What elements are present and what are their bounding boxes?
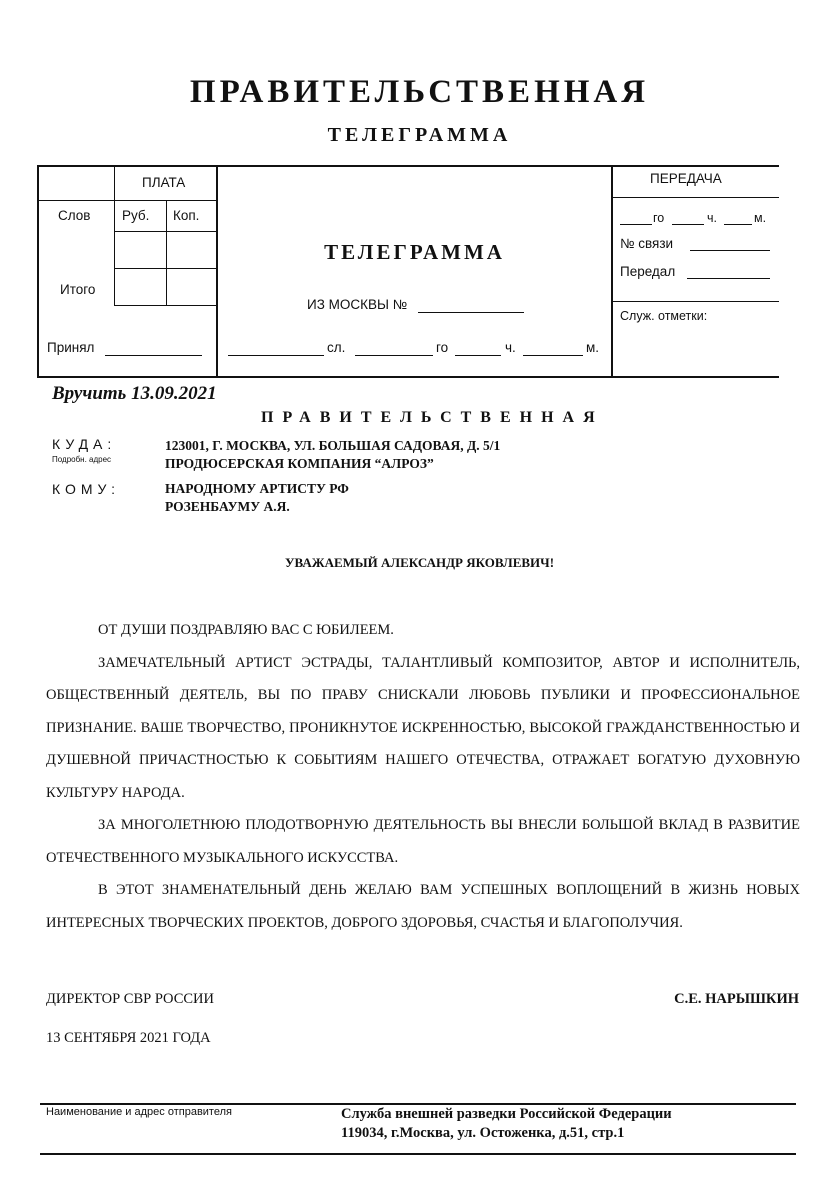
transfer-go: го (653, 211, 665, 225)
transfer-header: ПЕРЕДАЧА (650, 171, 722, 186)
ch-label: ч. (505, 340, 516, 355)
page-subtitle: ТЕЛЕГРАММА (327, 124, 512, 146)
letter-body (46, 614, 800, 939)
m-label: м. (586, 340, 600, 355)
recipient-line-2: РОЗЕНБАУМУ А.Я. (165, 499, 290, 514)
transfer-m: м. (754, 211, 767, 225)
page-title: ПРАВИТЕЛЬСТВЕННАЯ (189, 74, 650, 110)
kop-label: Коп. (173, 208, 200, 223)
total-label: Итого (60, 282, 96, 297)
paragraph: В ЭТОТ ЗНАМЕНАТЕЛЬНЫЙ ДЕНЬ ЖЕЛАЮ ВАМ УСПЕШНЫХ ВОПЛОЩЕНИЙ В ЖИЗНЬ НОВЫХ ИНТЕРЕСНЫХ ТВОРЧЕСКИХ ПРОЕКТОВ, ДОБРОГО ЗДОРОВЬЯ, СЧАСТЬЯ И БЛАГОПОЛУЧИЯ. (46, 882, 800, 931)
service-notes-label: Служ. отметки: (620, 309, 708, 323)
words-label: Слов (58, 208, 91, 223)
signer-position: ДИРЕКТОР СВР РОССИИ (46, 991, 214, 1007)
go-label: го (436, 340, 449, 355)
link-label: № связи (620, 236, 674, 251)
where-label: КУДА: (52, 436, 117, 452)
sender-line-2: 119034, г.Москва, ул. Остоженка, д.51, стр.1 (341, 1125, 625, 1141)
category-label: ПРАВИТЕЛЬСТВЕННАЯ (261, 409, 604, 426)
paragraph: ОТ ДУШИ ПОЗДРАВЛЯЮ ВАС С ЮБИЛЕЕМ. (98, 622, 394, 638)
received-label: Принял (47, 340, 95, 355)
transmitted-label: Передал (620, 264, 676, 279)
paragraph: ЗАМЕЧАТЕЛЬНЫЙ АРТИСТ ЭСТРАДЫ, ТАЛАНТЛИВЫЙ КОМПОЗИТОР, АВТОР И ИСПОЛНИТЕЛЬ, ОБЩЕСТВЕННЫЙ ДЕЯТЕЛЬ, ВЫ ПО ПРАВУ СНИСКАЛИ ЛЮБОВЬ ПУБЛИКИ И ПРОФЕССИОНАЛЬНОЕ ПРИЗНАНИЕ. ВАШЕ ТВОРЧЕСТВО, ПРОНИКНУТОЕ ИСКРЕННОСТЬЮ, ВЫСОКОЙ ГРАЖДАНСТВЕННОСТЬЮ И ДУШЕВНОЙ ПРИЧАСТНОСТЬЮ К СОБЫТИЯМ НАШЕГО ОТЕЧЕСТВА, ОТРАЖАЕТ БОГАТУЮ ДУХОВНУЮ КУЛЬТУРУ НАРОДА. (46, 654, 800, 801)
letter-date: 13 СЕНТЯБРЯ 2021 ГОДА (46, 1030, 211, 1046)
payment-header: ПЛАТА (142, 175, 186, 190)
sl-label: сл. (327, 340, 346, 355)
sender-label: Наименование и адрес отправителя (46, 1106, 232, 1118)
from-moscow-label: ИЗ МОСКВЫ № (307, 297, 408, 312)
deliver-date: Вручить 13.09.2021 (52, 383, 217, 404)
signer-name: С.Е. НАРЫШКИН (674, 991, 799, 1007)
sender-line-1: Служба внешней разведки Российской Федерации (341, 1106, 672, 1122)
address-line-2: ПРОДЮСЕРСКАЯ КОМПАНИЯ “АЛРОЗ” (165, 456, 434, 471)
rub-label: Руб. (122, 208, 150, 223)
recipient-line-1: НАРОДНОМУ АРТИСТУ РФ (165, 481, 349, 496)
transfer-ch: ч. (707, 211, 717, 225)
paragraph: ЗА МНОГОЛЕТНЮЮ ПЛОДОТВОРНУЮ ДЕЯТЕЛЬНОСТЬ ВЫ ВНЕСЛИ БОЛЬШОЙ ВКЛАД В РАЗВИТИЕ ОТЕЧЕСТВЕННОГО МУЗЫКАЛЬНОГО ИСКУССТВА. (46, 817, 800, 866)
to-label: КОМУ: (52, 481, 121, 497)
salutation: УВАЖАЕМЫЙ АЛЕКСАНДР ЯКОВЛЕВИЧ! (284, 555, 555, 570)
detail-address-label: Подробн. адрес (52, 455, 112, 464)
form-center-title: ТЕЛЕГРАММА (324, 240, 505, 264)
address-line-1: 123001, Г. МОСКВА, УЛ. БОЛЬШАЯ САДОВАЯ, Д. 5/1 (165, 438, 501, 453)
